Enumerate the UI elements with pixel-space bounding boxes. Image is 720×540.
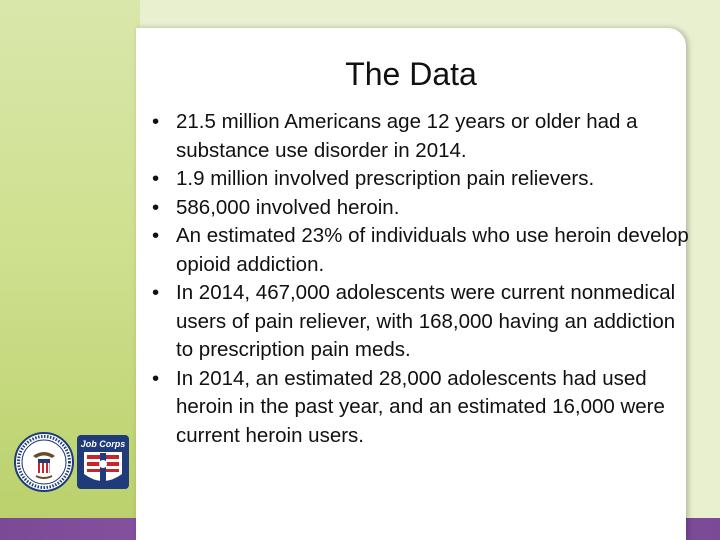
slide-title: The Data [345,56,477,92]
job-corps-text: Job Corps [80,439,126,449]
bullet-item: • 586,000 involved heroin. [152,194,697,223]
bullet-item: • 1.9 million involved prescription pain relievers. [152,165,697,194]
department-of-labor-seal-icon [14,432,74,492]
bullet-item: • An estimated 23% of individuals who use heroin develop opioid addiction. [152,222,697,279]
bullet-list [152,108,697,450]
bullet-item: • In 2014, 467,000 adolescents were current nonmedical users of pain reliever, with 168,000 having an addiction to prescription pain meds. [152,279,697,365]
bullet-item: • In 2014, an estimated 28,000 adolescents had used heroin in the past year, and an estimated 16,000 were current heroin users. [152,365,697,451]
bullet-item: • 21.5 million Americans age 12 years or older had a substance use disorder in 2014. [152,108,697,165]
job-corps-logo-icon [76,434,130,490]
